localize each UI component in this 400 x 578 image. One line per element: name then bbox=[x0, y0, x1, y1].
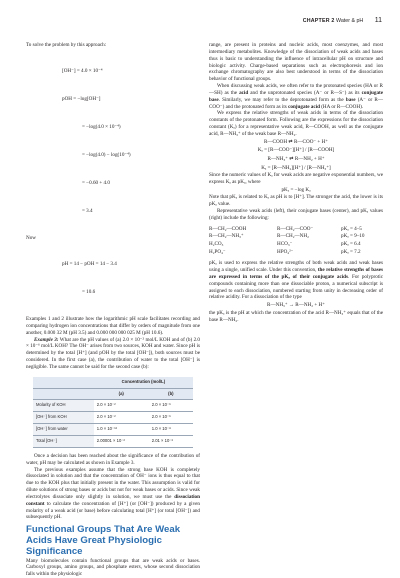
row-label: [OH⁻] from water bbox=[33, 424, 94, 436]
eq-line: = −log(4.0) − log(10⁻⁴) bbox=[82, 152, 131, 159]
key-term: dissociation constant bbox=[26, 493, 200, 507]
paragraph: Note that pKₐ is related to Kₐ as pH is to [H⁺]. The stronger the acid, the lower is its pKₐ value. bbox=[209, 194, 383, 208]
cell: 2.00001 × 10⁻² bbox=[94, 435, 149, 447]
text-run: pKₐ is used to express the relative strengths of both weak acids and weak bases using a single, unified scale. Under this convention, bbox=[209, 260, 383, 274]
table-row bbox=[33, 435, 193, 447]
cell: 2.0 × 10⁻² bbox=[94, 412, 149, 424]
table-col-a: (a) bbox=[94, 388, 149, 400]
eq-line: pOH = −log[OH⁻] bbox=[62, 96, 101, 103]
row-label: Molarity of KOH bbox=[33, 400, 94, 412]
weak-acid: H₂CO₃ bbox=[209, 241, 224, 248]
key-term: conjugate base bbox=[209, 89, 384, 103]
acid-base-pairs bbox=[209, 226, 383, 256]
table-col-b: (b) bbox=[149, 388, 193, 400]
ka-amine: Kₐ = [R—NH₂][H⁺] / [R—NH₃⁺] bbox=[261, 164, 331, 171]
paragraph: range, are present in proteins and nucleic acids, most coenzymes, and most intermediary metabolites. Knowledge of the dissociation of weak acids and bases thus is basic to understanding the influence of intracellular pH on structure and biologic activity. Charge-based separations such as electrophoresis and ion exchange chromatography are also best understood in terms of the dissociation behavior of functional groups. bbox=[209, 42, 383, 83]
pair-row bbox=[209, 233, 383, 241]
example-text: What are the pH values of (a) 2.0 × 10⁻² mol/L KOH and of (b) 2.0 × 10⁻⁶ mol/L KOH? The OH⁻ arises from two sources, KOH and water. Since pH is determined by the total [H⁺] (and pOH by the total [OH⁻]), both sources must be considered. In the first case (a), the contribution of water to the total [OH⁻] is negligible. The same cannot be said for the second case (b): bbox=[26, 336, 200, 370]
text-run: . For polyprotic compounds containing more than one dissociable proton, a numerical subscript is assigned to each dissociation, numbered starting from unity in decreasing order of relative acidity. For a dissociation of the type bbox=[209, 273, 383, 301]
eq-line: [OH⁻] = 4.0 × 10⁻⁴ bbox=[62, 68, 103, 75]
intro-text: To solve the problem by this approach: bbox=[26, 42, 107, 48]
cell: 2.0 × 10⁻⁶ bbox=[149, 412, 193, 424]
pair-row bbox=[209, 241, 383, 249]
cell: 1.0 × 10⁻⁸ bbox=[149, 424, 193, 436]
cell: 2.0 × 10⁻⁶ bbox=[149, 400, 193, 412]
conjugate-base: R—CH₂—NH₂ bbox=[277, 233, 309, 240]
paragraph: Many biomolecules contain functional groups that are weak acids or bases. Carboxyl groups, amino groups, and phosphate esters, whose second dissociation falls within the physiologic bbox=[26, 557, 200, 578]
equation-carboxyl: R—COOH ⇄ R—COO⁻ + H⁺ bbox=[263, 138, 329, 145]
pka-value: pKₐ = 9–10 bbox=[341, 233, 365, 240]
weak-acid: R—CH₂—NH₃⁺ bbox=[209, 233, 244, 240]
chapter-label: CHAPTER 2 bbox=[302, 18, 335, 24]
equation-block-pOH bbox=[62, 49, 200, 235]
cell: 2.01 × 10⁻⁶ bbox=[149, 435, 193, 447]
paragraph bbox=[209, 260, 383, 301]
right-column bbox=[209, 42, 383, 324]
text-run: . Similarly, we may refer to the deprotonated form as the bbox=[218, 96, 346, 103]
paragraph: the pKₐ is the pH at which the concentration of the acid R—NH₃⁺ equals that of the base R—NH₂. bbox=[209, 309, 383, 323]
example-3-paragraph bbox=[26, 337, 200, 371]
weak-acid: R—CH₂—COOH bbox=[209, 225, 247, 232]
key-term: acid bbox=[239, 89, 249, 96]
pka-value: pKₐ = 6.4 bbox=[341, 241, 361, 248]
left-column bbox=[26, 42, 200, 578]
page-number: 11 bbox=[374, 17, 382, 24]
conjugate-base: R—CH₂—COO⁻ bbox=[277, 225, 314, 232]
pka-definition: pKₐ = −log Kₐ bbox=[281, 186, 311, 193]
section-heading: Functional Groups That Are Weak Acids Have Great Physiologic Significance bbox=[26, 524, 181, 557]
text-run: When discussing weak acids, we often refer to the protonated species (HA or R—SH) as the bbox=[209, 83, 383, 96]
paragraph: We express the relative strengths of weak acids in terms of the dissociation constants of the protonated form. Following are the expressions for the dissociation constant (Kₐ) for a representative weak acid, R—COOH, as well as the conjugate acid, R—NH₃⁺ of the weak base R—NH₂. bbox=[209, 110, 383, 137]
concentration-table bbox=[33, 377, 193, 448]
key-term: conjugate acid bbox=[288, 103, 320, 110]
table-row bbox=[33, 400, 193, 412]
chapter-title: Water & pH bbox=[336, 18, 364, 24]
ka-carboxyl: Kₐ = [R—COO⁻][H⁺] / [R—COOH] bbox=[257, 147, 335, 154]
table-row bbox=[33, 424, 193, 436]
text-run: The previous examples assume that the strong base KOH is completely dissociated in solution and that the concentration of OH⁻ ions is thus equal to that due to the KOH plus that initially present in the water. This assumption is valid for dilute solutions of strong bases or acids but not for weak bases or acids. Since weak electrolytes dissociate only slightly in solution, we must use the bbox=[26, 466, 200, 500]
text-run: (A⁻ or R—COO⁻) and the protonated form as its bbox=[209, 96, 383, 110]
eq-line: = 3.4 bbox=[82, 207, 93, 214]
example-label: Example 3: bbox=[34, 336, 59, 343]
paragraph: Representative weak acids (left), their conjugate bases (center), and pKₐ values (right) include the following: bbox=[209, 208, 383, 221]
pka-value: pKₐ = 7.2 bbox=[341, 248, 361, 255]
eq-line: = −log(4.0 × 10⁻⁴) bbox=[82, 124, 121, 131]
pair-row bbox=[209, 226, 383, 234]
pka-value: pKₐ = 4–5 bbox=[341, 225, 362, 232]
eq-line: = 10.6 bbox=[82, 289, 96, 296]
weak-acid: H₂PO₄⁻ bbox=[209, 248, 226, 255]
text-run: (HA or R—COOH). bbox=[319, 103, 364, 110]
row-label: [OH⁻] from KOH bbox=[33, 412, 94, 424]
key-term: base bbox=[345, 96, 356, 103]
running-header bbox=[303, 17, 382, 24]
cell: 1.0 × 10⁻¹² bbox=[94, 424, 149, 436]
text-run: to calculate the concentration of [H⁺] (or [OH⁻]) produced by a given molarity of a weak acid (or base) before calculating total [H⁺] (or total [OH⁻]) and subsequently pH. bbox=[26, 500, 200, 521]
equation-amine: R—NH₃⁺ ⇄ R—NH₂ + H⁺ bbox=[267, 156, 325, 162]
paragraph: Examples 1 and 2 illustrate how the logarithmic pH scale facilitates recording and comparing hydrogen ion concentrations that differ by orders of magnitude from one another, 0.000 32 M (pH 3.5) and 0.000 000 000 025 M (pH 10.6). bbox=[26, 316, 200, 336]
paragraph bbox=[26, 467, 200, 522]
conjugate-base: HCO₃⁻ bbox=[277, 241, 293, 248]
paragraph: Once a decision has been reached about the significance of the contribution of water, pH may be calculated as shown in Example 3. bbox=[26, 452, 200, 466]
eq-line: = −0.60 + 4.0 bbox=[82, 180, 110, 186]
key-statement: the relative strengths of bases are expressed in terms of the pKₐ of their conjugate acids bbox=[209, 267, 383, 280]
now-text: Now bbox=[26, 234, 36, 241]
conjugate-base: HPO₄²⁻ bbox=[277, 248, 294, 255]
cell: 2.0 × 10⁻² bbox=[94, 400, 149, 412]
paragraph bbox=[209, 83, 383, 110]
pair-row bbox=[209, 249, 383, 257]
equation-dissociation: R—NH₃⁺ → R—NH₂ + H⁺ bbox=[267, 302, 325, 309]
row-label: Total [OH⁻] bbox=[33, 435, 94, 447]
eq-line: pH = 14 − pOH = 14 − 3.4 bbox=[62, 261, 117, 268]
equation-block-pH bbox=[62, 242, 200, 316]
text-run: and the unprotonated species (A⁻ or R—S⁻) as its bbox=[248, 89, 362, 96]
paragraph: Since the numeric values of Kₐ for weak acids are negative exponential numbers, we express Kₐ as pKₐ, where bbox=[209, 172, 383, 186]
table-row bbox=[33, 412, 193, 424]
table-title: Concentration (mol/L) bbox=[94, 377, 193, 388]
